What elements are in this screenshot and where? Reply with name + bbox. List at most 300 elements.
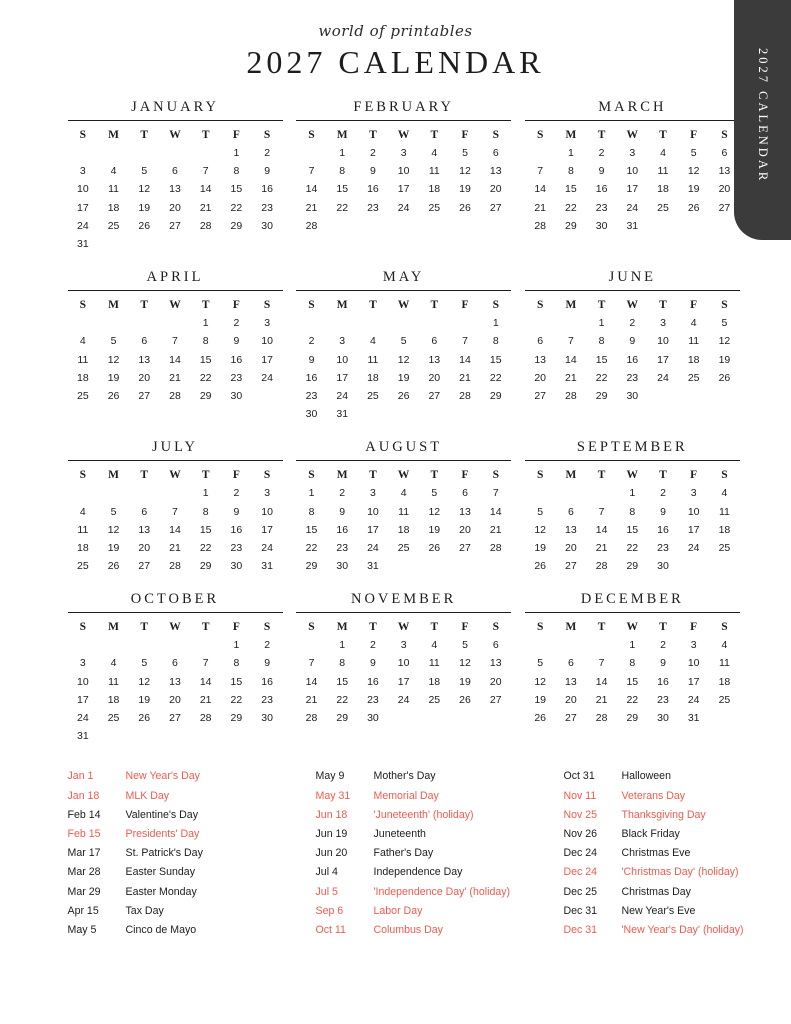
day-cell[interactable]: 26 [138, 219, 151, 232]
day-cell[interactable]: 10 [397, 165, 410, 178]
day-cell[interactable]: 15 [626, 675, 639, 688]
day-cell-highlight[interactable]: 15 [336, 183, 349, 196]
day-cell[interactable]: 1 [339, 147, 346, 160]
day-cell[interactable]: 26 [138, 712, 151, 725]
day-cell[interactable]: 11 [367, 353, 379, 366]
day-cell[interactable]: 16 [657, 675, 669, 688]
day-cell[interactable]: 2 [233, 487, 240, 500]
day-cell-highlight[interactable]: 17 [77, 693, 89, 706]
day-cell[interactable]: 22 [230, 693, 243, 706]
day-cell[interactable]: 8 [339, 165, 346, 178]
day-cell[interactable]: 27 [459, 541, 471, 554]
day-cell[interactable]: 10 [367, 505, 379, 518]
day-cell[interactable]: 16 [336, 523, 349, 536]
day-cell[interactable]: 26 [459, 693, 471, 706]
day-cell-highlight[interactable]: 1 [233, 147, 240, 160]
day-cell-highlight[interactable]: 15 [305, 523, 318, 536]
day-cell-highlight[interactable]: 26 [534, 560, 547, 573]
day-cell-highlight[interactable]: 18 [77, 371, 89, 384]
day-cell[interactable]: 28 [169, 560, 181, 573]
day-cell[interactable]: 30 [626, 389, 639, 402]
day-cell[interactable]: 12 [718, 335, 731, 348]
day-cell-highlight[interactable]: 3 [79, 165, 86, 178]
day-cell[interactable]: 2 [629, 317, 636, 330]
day-cell-highlight[interactable]: 28 [305, 219, 318, 232]
day-cell-highlight[interactable]: 23 [305, 389, 318, 402]
day-cell[interactable]: 8 [233, 165, 240, 178]
day-cell[interactable]: 3 [339, 335, 346, 348]
day-cell[interactable]: 30 [261, 219, 273, 232]
day-cell[interactable]: 2 [660, 487, 666, 500]
day-cell[interactable]: 5 [400, 335, 407, 348]
day-cell[interactable]: 5 [690, 147, 697, 160]
day-cell[interactable]: 25 [718, 541, 731, 554]
day-cell[interactable]: 4 [721, 639, 728, 652]
day-cell[interactable]: 30 [595, 219, 608, 232]
day-cell[interactable]: 17 [687, 523, 700, 536]
day-cell[interactable]: 6 [172, 657, 178, 670]
day-cell[interactable]: 24 [397, 201, 410, 214]
day-cell-highlight[interactable]: 20 [534, 371, 547, 384]
day-cell[interactable]: 20 [169, 693, 181, 706]
day-cell[interactable]: 22 [595, 371, 608, 384]
day-cell[interactable]: 13 [169, 183, 181, 196]
day-cell-highlight[interactable]: 4 [79, 505, 86, 518]
day-cell[interactable]: 29 [595, 389, 608, 402]
day-cell[interactable]: 6 [141, 335, 148, 348]
day-cell[interactable]: 15 [626, 523, 639, 536]
day-cell[interactable]: 24 [261, 541, 273, 554]
day-cell[interactable]: 1 [233, 639, 240, 652]
day-cell[interactable]: 3 [264, 487, 271, 500]
day-cell[interactable]: 8 [629, 657, 636, 670]
day-cell[interactable]: 5 [141, 165, 148, 178]
day-cell[interactable]: 10 [397, 657, 410, 670]
day-cell-highlight[interactable]: 5 [110, 505, 117, 518]
day-cell[interactable]: 20 [489, 675, 502, 688]
day-cell[interactable]: 10 [626, 165, 639, 178]
day-cell-highlight[interactable]: 30 [305, 408, 318, 421]
day-cell-highlight[interactable]: 31 [77, 238, 89, 251]
day-cell[interactable]: 29 [199, 560, 212, 573]
day-cell[interactable]: 26 [428, 541, 441, 554]
day-cell[interactable]: 3 [400, 639, 407, 652]
day-cell[interactable]: 2 [369, 147, 376, 160]
day-cell[interactable]: 21 [199, 693, 212, 706]
day-cell[interactable]: 4 [110, 657, 117, 670]
day-cell[interactable]: 23 [230, 371, 243, 384]
day-cell[interactable]: 10 [336, 353, 349, 366]
day-cell[interactable]: 19 [397, 371, 410, 384]
day-cell[interactable]: 11 [718, 657, 730, 670]
day-cell[interactable]: 28 [169, 389, 181, 402]
day-cell[interactable]: 5 [110, 335, 117, 348]
day-cell[interactable]: 17 [261, 523, 273, 536]
day-cell[interactable]: 14 [595, 523, 608, 536]
day-cell[interactable]: 31 [626, 219, 639, 232]
day-cell[interactable]: 25 [107, 219, 120, 232]
day-cell[interactable]: 4 [721, 487, 728, 500]
day-cell[interactable]: 11 [657, 165, 669, 178]
day-cell[interactable]: 9 [598, 165, 605, 178]
day-cell[interactable]: 6 [492, 639, 499, 652]
day-cell[interactable]: 11 [108, 183, 119, 196]
day-cell[interactable]: 27 [169, 219, 181, 232]
day-cell[interactable]: 18 [367, 371, 379, 384]
day-cell-highlight[interactable]: 27 [534, 389, 547, 402]
day-cell[interactable]: 15 [230, 675, 243, 688]
day-cell[interactable]: 4 [369, 335, 376, 348]
day-cell[interactable]: 10 [687, 657, 700, 670]
day-cell[interactable]: 5 [141, 657, 148, 670]
day-cell[interactable]: 24 [336, 389, 349, 402]
day-cell[interactable]: 5 [462, 147, 468, 160]
day-cell[interactable]: 30 [336, 560, 349, 573]
day-cell-highlight[interactable]: 10 [77, 675, 89, 688]
day-cell[interactable]: 2 [264, 639, 271, 652]
day-cell-highlight[interactable]: 2 [308, 335, 315, 348]
day-cell[interactable]: 18 [718, 675, 731, 688]
day-cell[interactable]: 19 [459, 183, 471, 196]
day-cell[interactable]: 10 [657, 335, 669, 348]
day-cell[interactable]: 30 [230, 389, 243, 402]
day-cell[interactable]: 27 [138, 560, 151, 573]
day-cell[interactable]: 9 [264, 165, 271, 178]
day-cell[interactable]: 4 [110, 165, 117, 178]
day-cell-highlight[interactable]: 19 [534, 693, 547, 706]
day-cell[interactable]: 28 [595, 560, 608, 573]
day-cell[interactable]: 21 [565, 371, 577, 384]
day-cell[interactable]: 18 [397, 523, 410, 536]
day-cell[interactable]: 12 [459, 165, 471, 178]
day-cell[interactable]: 15 [565, 183, 577, 196]
day-cell[interactable]: 29 [565, 219, 577, 232]
day-cell[interactable]: 28 [489, 541, 502, 554]
day-cell[interactable]: 2 [660, 639, 666, 652]
day-cell[interactable]: 29 [336, 712, 349, 725]
day-cell[interactable]: 3 [264, 317, 271, 330]
day-cell[interactable]: 1 [339, 639, 346, 652]
day-cell[interactable]: 1 [202, 317, 209, 330]
day-cell[interactable]: 29 [199, 389, 212, 402]
day-cell[interactable]: 1 [598, 317, 605, 330]
day-cell-highlight[interactable]: 26 [534, 712, 547, 725]
day-cell[interactable]: 7 [172, 505, 178, 518]
day-cell[interactable]: 30 [261, 712, 273, 725]
day-cell-highlight[interactable]: 24 [77, 219, 89, 232]
day-cell[interactable]: 20 [489, 183, 502, 196]
day-cell[interactable]: 20 [169, 201, 181, 214]
day-cell[interactable]: 13 [565, 523, 577, 536]
day-cell-highlight[interactable]: 4 [79, 335, 86, 348]
day-cell[interactable]: 22 [199, 371, 212, 384]
day-cell[interactable]: 17 [626, 183, 639, 196]
day-cell[interactable]: 22 [336, 201, 349, 214]
day-cell[interactable]: 2 [598, 147, 605, 160]
day-cell-highlight[interactable]: 21 [534, 201, 547, 214]
day-cell[interactable]: 26 [397, 389, 410, 402]
day-cell[interactable]: 4 [690, 317, 697, 330]
day-cell[interactable]: 16 [230, 523, 243, 536]
day-cell[interactable]: 3 [400, 147, 407, 160]
day-cell[interactable]: 24 [687, 541, 700, 554]
day-cell[interactable]: 5 [462, 639, 468, 652]
day-cell[interactable]: 31 [367, 560, 379, 573]
day-cell[interactable]: 20 [138, 371, 151, 384]
day-cell[interactable]: 1 [629, 487, 636, 500]
day-cell[interactable]: 25 [397, 541, 410, 554]
day-cell[interactable]: 12 [687, 165, 700, 178]
day-cell[interactable]: 19 [107, 371, 120, 384]
day-cell[interactable]: 25 [367, 389, 379, 402]
day-cell[interactable]: 19 [138, 693, 151, 706]
day-cell[interactable]: 21 [169, 371, 181, 384]
day-cell[interactable]: 18 [718, 523, 731, 536]
day-cell[interactable]: 1 [492, 317, 499, 330]
day-cell[interactable]: 13 [169, 675, 181, 688]
day-cell[interactable]: 19 [687, 183, 700, 196]
day-cell[interactable]: 31 [261, 560, 273, 573]
day-cell-highlight[interactable]: 8 [308, 505, 315, 518]
day-cell[interactable]: 6 [431, 335, 438, 348]
day-cell[interactable]: 17 [397, 183, 410, 196]
day-cell[interactable]: 9 [339, 505, 346, 518]
day-cell-highlight[interactable]: 18 [107, 201, 120, 214]
day-cell[interactable]: 7 [598, 505, 605, 518]
day-cell[interactable]: 16 [261, 675, 273, 688]
day-cell-highlight[interactable]: 14 [305, 183, 318, 196]
day-cell[interactable]: 27 [718, 201, 731, 214]
day-cell[interactable]: 14 [199, 675, 212, 688]
day-cell[interactable]: 21 [169, 541, 181, 554]
day-cell[interactable]: 21 [595, 693, 608, 706]
day-cell-highlight[interactable]: 28 [305, 712, 318, 725]
day-cell[interactable]: 10 [261, 505, 273, 518]
day-cell[interactable]: 12 [428, 505, 441, 518]
day-cell[interactable]: 3 [690, 487, 697, 500]
day-cell[interactable]: 27 [428, 389, 441, 402]
day-cell[interactable]: 17 [261, 353, 273, 366]
day-cell[interactable]: 14 [169, 353, 181, 366]
day-cell-highlight[interactable]: 17 [77, 201, 89, 214]
day-cell-highlight[interactable]: 28 [534, 219, 547, 232]
day-cell[interactable]: 11 [428, 165, 440, 178]
day-cell[interactable]: 25 [718, 693, 731, 706]
day-cell[interactable]: 8 [492, 335, 499, 348]
day-cell[interactable]: 3 [660, 317, 666, 330]
day-cell[interactable]: 27 [489, 201, 502, 214]
day-cell[interactable]: 30 [657, 712, 669, 725]
day-cell[interactable]: 27 [138, 389, 151, 402]
day-cell[interactable]: 4 [400, 487, 407, 500]
day-cell[interactable]: 8 [598, 335, 605, 348]
day-cell[interactable]: 26 [107, 389, 120, 402]
day-cell[interactable]: 7 [492, 487, 499, 500]
day-cell[interactable]: 24 [397, 693, 410, 706]
day-cell[interactable]: 29 [626, 560, 639, 573]
day-cell[interactable]: 7 [462, 335, 468, 348]
day-cell[interactable]: 20 [138, 541, 151, 554]
day-cell-highlight[interactable]: 25 [428, 693, 441, 706]
day-cell[interactable]: 18 [428, 675, 441, 688]
day-cell[interactable]: 4 [431, 147, 438, 160]
day-cell[interactable]: 15 [336, 675, 349, 688]
day-cell[interactable]: 16 [261, 183, 273, 196]
day-cell[interactable]: 27 [565, 560, 577, 573]
day-cell[interactable]: 13 [138, 353, 151, 366]
day-cell[interactable]: 15 [595, 353, 608, 366]
day-cell[interactable]: 29 [489, 389, 502, 402]
day-cell[interactable]: 21 [199, 201, 212, 214]
day-cell[interactable]: 3 [629, 147, 636, 160]
day-cell-highlight[interactable]: 9 [308, 353, 315, 366]
day-cell[interactable]: 28 [595, 712, 608, 725]
day-cell[interactable]: 17 [687, 675, 700, 688]
day-cell[interactable]: 8 [339, 657, 346, 670]
day-cell[interactable]: 22 [199, 541, 212, 554]
day-cell[interactable]: 15 [489, 353, 502, 366]
day-cell[interactable]: 14 [489, 505, 502, 518]
day-cell-highlight[interactable]: 11 [108, 675, 119, 688]
day-cell[interactable]: 20 [718, 183, 731, 196]
day-cell[interactable]: 8 [202, 505, 209, 518]
day-cell[interactable]: 27 [489, 693, 502, 706]
day-cell[interactable]: 16 [626, 353, 639, 366]
day-cell[interactable]: 6 [567, 657, 574, 670]
day-cell[interactable]: 9 [660, 657, 666, 670]
day-cell[interactable]: 2 [339, 487, 346, 500]
day-cell[interactable]: 13 [565, 675, 577, 688]
day-cell[interactable]: 24 [367, 541, 379, 554]
day-cell[interactable]: 6 [492, 147, 499, 160]
day-cell[interactable]: 6 [172, 165, 178, 178]
day-cell[interactable]: 23 [261, 201, 273, 214]
day-cell[interactable]: 8 [567, 165, 574, 178]
day-cell[interactable]: 14 [199, 183, 212, 196]
day-cell[interactable]: 2 [369, 639, 376, 652]
day-cell-highlight[interactable]: 10 [77, 183, 89, 196]
day-cell[interactable]: 12 [138, 183, 151, 196]
day-cell[interactable]: 27 [565, 712, 577, 725]
day-cell[interactable]: 4 [431, 639, 438, 652]
day-cell-highlight[interactable]: 1 [308, 487, 315, 500]
day-cell[interactable]: 12 [107, 353, 120, 366]
day-cell[interactable]: 10 [687, 505, 700, 518]
day-cell[interactable]: 4 [660, 147, 666, 160]
day-cell[interactable]: 9 [233, 505, 240, 518]
day-cell[interactable]: 21 [489, 523, 502, 536]
day-cell[interactable]: 19 [718, 353, 731, 366]
day-cell[interactable]: 16 [367, 183, 379, 196]
day-cell-highlight[interactable]: 31 [336, 408, 349, 421]
day-cell[interactable]: 23 [367, 693, 379, 706]
day-cell-highlight[interactable]: 31 [77, 730, 89, 743]
day-cell[interactable]: 30 [230, 560, 243, 573]
day-cell[interactable]: 15 [199, 523, 212, 536]
day-cell-highlight[interactable]: 12 [534, 523, 547, 536]
day-cell[interactable]: 2 [233, 317, 240, 330]
day-cell[interactable]: 23 [626, 371, 639, 384]
day-cell-highlight[interactable]: 5 [537, 505, 544, 518]
day-cell[interactable]: 23 [261, 693, 273, 706]
day-cell[interactable]: 7 [567, 335, 574, 348]
day-cell[interactable]: 13 [428, 353, 441, 366]
day-cell[interactable]: 3 [690, 639, 697, 652]
day-cell-highlight[interactable]: 3 [79, 657, 86, 670]
day-cell[interactable]: 20 [565, 693, 577, 706]
day-cell[interactable]: 7 [172, 335, 178, 348]
day-cell-highlight[interactable]: 21 [305, 201, 318, 214]
day-cell[interactable]: 2 [264, 147, 271, 160]
day-cell[interactable]: 8 [233, 657, 240, 670]
day-cell-highlight[interactable]: 11 [428, 657, 440, 670]
day-cell[interactable]: 7 [598, 657, 605, 670]
day-cell-highlight[interactable]: 12 [534, 675, 547, 688]
day-cell[interactable]: 8 [629, 505, 636, 518]
day-cell[interactable]: 11 [398, 505, 410, 518]
day-cell[interactable]: 23 [367, 201, 379, 214]
day-cell[interactable]: 9 [369, 657, 376, 670]
day-cell-highlight[interactable]: 14 [534, 183, 547, 196]
day-cell[interactable]: 9 [233, 335, 240, 348]
day-cell[interactable]: 8 [202, 335, 209, 348]
day-cell[interactable]: 29 [230, 219, 243, 232]
day-cell[interactable]: 22 [230, 201, 243, 214]
day-cell[interactable]: 17 [657, 353, 669, 366]
day-cell-highlight[interactable]: 18 [77, 541, 89, 554]
day-cell[interactable]: 6 [721, 147, 728, 160]
day-cell[interactable]: 19 [138, 201, 151, 214]
day-cell-highlight[interactable]: 21 [305, 693, 318, 706]
day-cell-highlight[interactable]: 5 [537, 657, 544, 670]
day-cell[interactable]: 30 [367, 712, 379, 725]
day-cell[interactable]: 18 [428, 183, 441, 196]
day-cell[interactable]: 9 [660, 505, 666, 518]
day-cell[interactable]: 22 [336, 693, 349, 706]
day-cell[interactable]: 25 [687, 371, 700, 384]
day-cell[interactable]: 23 [230, 541, 243, 554]
day-cell-highlight[interactable]: 24 [77, 712, 89, 725]
day-cell[interactable]: 16 [367, 675, 379, 688]
day-cell[interactable]: 21 [595, 541, 608, 554]
day-cell[interactable]: 5 [721, 317, 728, 330]
day-cell-highlight[interactable]: 18 [687, 353, 700, 366]
day-cell-highlight[interactable]: 25 [77, 389, 89, 402]
day-cell[interactable]: 11 [688, 335, 700, 348]
day-cell[interactable]: 26 [687, 201, 700, 214]
day-cell[interactable]: 28 [199, 219, 212, 232]
day-cell[interactable]: 28 [459, 389, 471, 402]
day-cell[interactable]: 13 [138, 523, 151, 536]
day-cell[interactable]: 22 [626, 541, 639, 554]
day-cell-highlight[interactable]: 19 [534, 541, 547, 554]
day-cell[interactable]: 9 [264, 657, 271, 670]
day-cell[interactable]: 17 [367, 523, 379, 536]
day-cell[interactable]: 22 [489, 371, 502, 384]
day-cell[interactable]: 5 [431, 487, 438, 500]
day-cell[interactable]: 16 [657, 523, 669, 536]
day-cell[interactable]: 10 [261, 335, 273, 348]
day-cell-highlight[interactable]: 31 [687, 712, 700, 725]
day-cell[interactable]: 25 [657, 201, 669, 214]
day-cell[interactable]: 20 [428, 371, 441, 384]
day-cell-highlight[interactable]: 25 [77, 560, 89, 573]
day-cell[interactable]: 13 [489, 657, 502, 670]
day-cell[interactable]: 23 [595, 201, 608, 214]
day-cell[interactable]: 16 [595, 183, 608, 196]
day-cell[interactable]: 22 [565, 201, 577, 214]
day-cell[interactable]: 20 [565, 541, 577, 554]
